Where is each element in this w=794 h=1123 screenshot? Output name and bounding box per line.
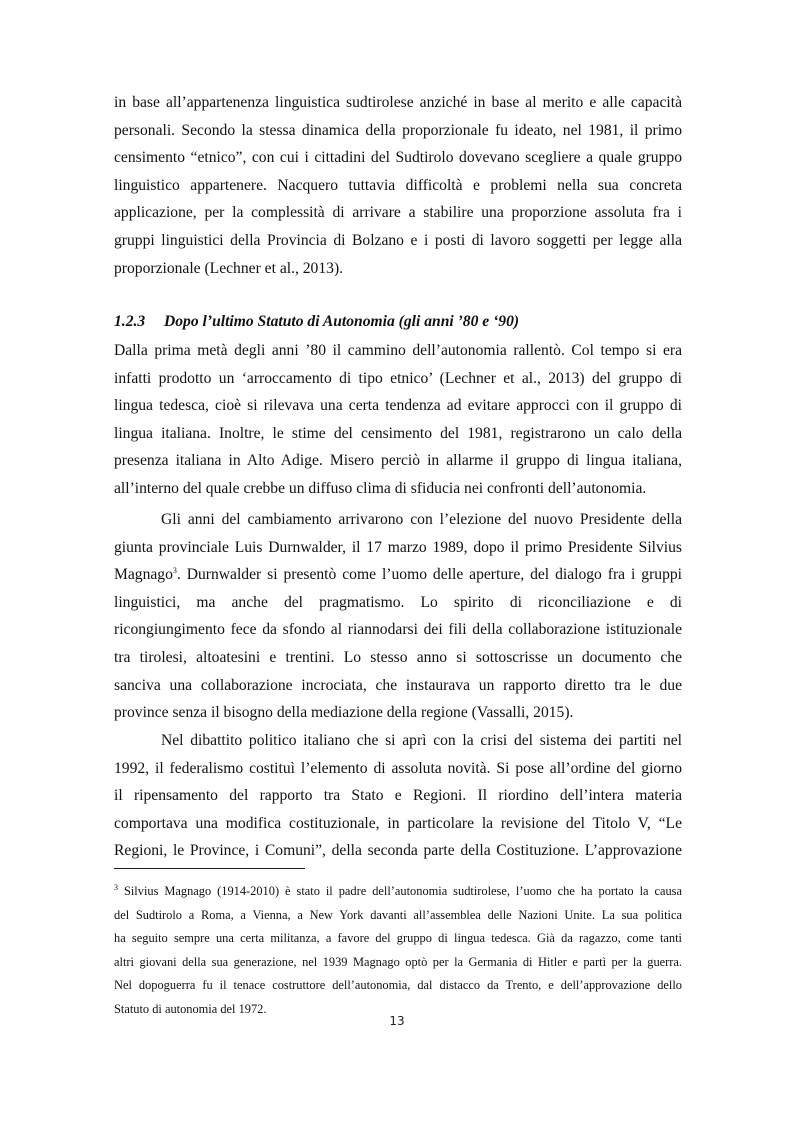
footnote-ref-continuation: . Durnwalder si presentò come l’uomo delle aperture, del dialogo fra i gruppi: [176, 566, 682, 584]
paragraph-2: [114, 337, 682, 503]
paragraph-line-with-footnote: [114, 561, 682, 589]
paragraph-line: Regioni, le Province, i Comuni”, della seconda parte della Costituzione. L’approvazione: [114, 842, 682, 860]
paragraph-line: giunta provinciale Luis Durnwalder, il 17 marzo 1989, dopo il primo Presidente Silvius: [114, 538, 682, 556]
paragraph-4: [114, 727, 682, 865]
paragraph-line: censimento “etnico”, con cui i cittadini del Sudtirolo dovevano scegliere a quale gruppo: [114, 149, 682, 167]
paragraph-line: presenza italiana in Alto Adige. Misero perciò in allarme il gruppo di lingua italiana,: [114, 452, 682, 470]
paragraph-line: applicazione, per la complessità di arrivare a stabilire una proporzione assoluta fra i: [114, 204, 682, 222]
paragraph-line: linguistici, ma anche del pragmatismo. Lo spirito di riconciliazione e di: [114, 593, 682, 611]
footnote: [114, 880, 682, 1021]
footnote-line: [114, 880, 682, 904]
paragraph-line: ricongiungimento fece da sfondo al riannodarsi dei fili della collaborazione istituzionale: [114, 621, 682, 639]
paragraph-line: in base all’appartenenza linguistica sudtirolese anziché in base al merito e alle capacità: [114, 94, 682, 111]
footnote-line: ha seguito sempre una certa militanza, a favore del gruppo di lingua tedesca. Già da ragazzo, come tanti: [114, 931, 682, 945]
footnote-ref-marker[interactable]: 3: [172, 566, 177, 575]
paragraph-line: Dalla prima metà degli anni ’80 il cammino dell’autonomia rallentò. Col tempo si era: [114, 342, 682, 359]
section-heading: [114, 313, 519, 331]
paragraph-line: all’interno del quale crebbe un diffuso clima di sfiducia nei confronti dell’autonomia.: [114, 479, 647, 497]
footnote-line: Statuto di autonomia del 1972.: [114, 1001, 267, 1016]
section-number: 1.2.3: [114, 313, 146, 330]
paragraph-line: Nel dibattito politico italiano che si aprì con la crisi del sistema dei partiti nel: [161, 732, 682, 749]
paragraph-3: [114, 506, 682, 727]
paragraph-line: 1992, il federalismo costituì l’elemento di assoluta novità. Si pose all’ordine del giorno: [114, 759, 682, 777]
paragraph-line: tra tirolesi, altoatesini e trentini. Lo stesso anno si sottoscrisse un documento che: [114, 648, 682, 666]
paragraph-line: comportava una modifica costituzionale, in particolare la revisione del Titolo V, “Le: [114, 814, 682, 832]
paragraph-line: linguistico appartenere. Nacquero tuttavia difficoltà e problemi nella sua concreta: [114, 176, 682, 194]
footnote-divider: [114, 868, 305, 869]
footnote-ref-text: Magnago: [114, 566, 173, 584]
footnote-first-line-text: Silvius Magnago (1914-2010) è stato il padre dell’autonomia sudtirolese, l’uomo che ha portato la causa: [118, 884, 682, 898]
paragraph-1: [114, 89, 682, 282]
paragraph-line: Gli anni del cambiamento arrivarono con l’elezione del nuovo Presidente della: [161, 511, 682, 528]
footnote-marker: 3: [114, 882, 118, 892]
paragraph-line: sanciva una collaborazione incrociata, che instaurava un rapporto diretto tra le due: [114, 676, 682, 694]
paragraph-line: province senza il bisogno della mediazione della regione (Vassalli, 2015).: [114, 704, 574, 722]
footnote-line: altri giovani della sua generazione, nel 1939 Magnago optò per la Germania di Hitler e partì per la guerra.: [114, 954, 682, 969]
footnote-line: del Sudtirolo a Roma, a Vienna, a New York davanti all’assemblea delle Nazioni Unite. La sua politica: [114, 907, 682, 922]
paragraph-line: il ripensamento del rapporto tra Stato e Regioni. Il riordino dell’intera materia: [114, 787, 682, 805]
paragraph-line: infatti prodotto un ‘arroccamento di tipo etnico’ (Lechner et al., 2013) del gruppo di: [114, 369, 682, 387]
section-title: Dopo l’ultimo Statuto di Autonomia (gli anni ’80 e ‘90): [164, 313, 520, 330]
paragraph-line: lingua italiana. Inoltre, le stime del censimento del 1981, registrarono un calo della: [114, 424, 682, 442]
page-number: 13: [389, 1014, 405, 1028]
paragraph-line: personali. Secondo la stessa dinamica della proporzionale fu ideato, nel 1981, il primo: [114, 121, 682, 139]
paragraph-line: lingua tedesca, cioè si rilevava una certa tendenza ad evitare approcci con il gruppo di: [114, 397, 682, 415]
footnote-line: Nel dopoguerra fu il tenace costruttore dell’autonomia, dal distacco da Trento, e dell’approvazione dello: [114, 978, 682, 992]
paragraph-line: proporzionale (Lechner et al., 2013).: [114, 259, 344, 277]
paragraph-line: gruppi linguistici della Provincia di Bolzano e i posti di lavoro soggetti per legge alla: [114, 231, 682, 249]
